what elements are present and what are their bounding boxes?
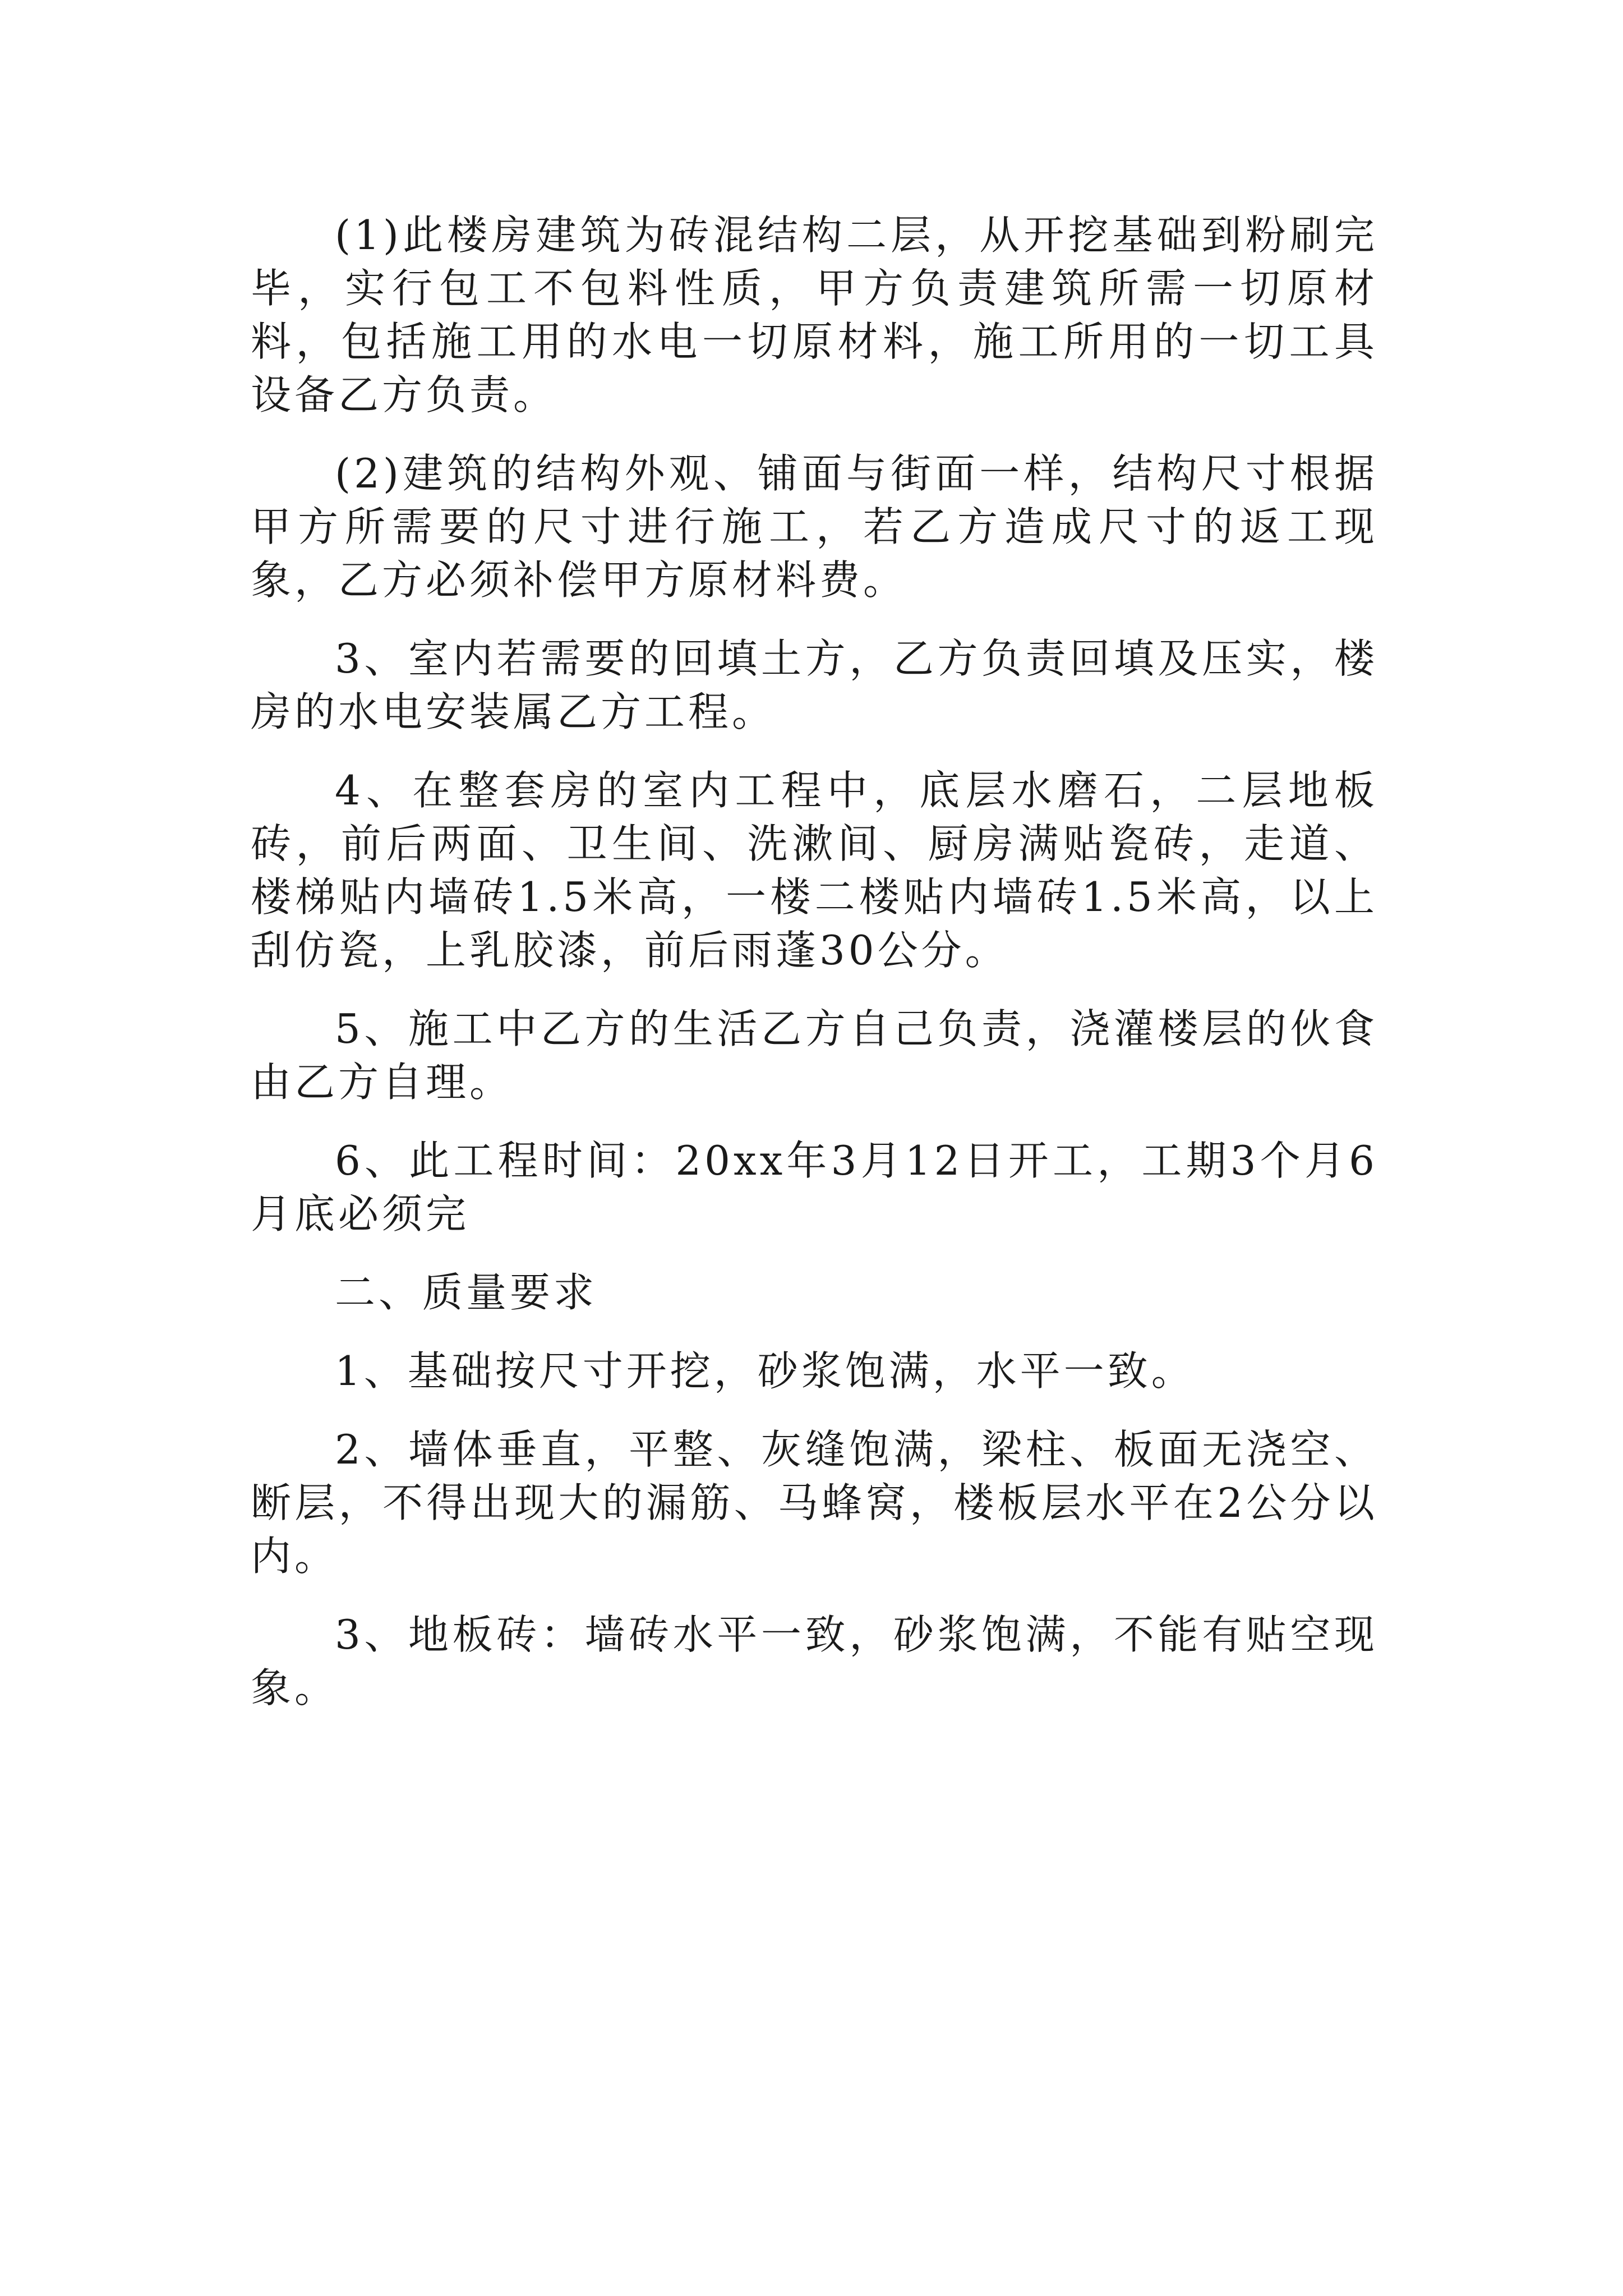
paragraph-5: 5、施工中乙方的生活乙方自己负责，浇灌楼层的伙食由乙方自理。	[251, 1005, 1378, 1106]
paragraph-6: 6、此工程时间：20xx年3月12日开工，工期3个月6月底必须完	[251, 1137, 1378, 1237]
paragraph-3: 3、室内若需要的回填土方，乙方负责回填及压实，楼房的水电安装属乙方工程。	[251, 635, 1378, 735]
paragraph-2: (2)建筑的结构外观、铺面与街面一样，结构尺寸根据甲方所需要的尺寸进行施工，若乙方造成尺寸的返工现象，乙方必须补偿甲方原材料费。	[251, 450, 1378, 604]
paragraph-8: 2、墙体垂直，平整、灰缝饱满，梁柱、板面无浇空、断层，不得出现大的漏筋、马蜂窝，楼板层水平在2公分以内。	[251, 1426, 1378, 1580]
paragraph-9: 3、地板砖：墙砖水平一致，砂浆饱满，不能有贴空现象。	[251, 1611, 1378, 1711]
paragraph-1: (1)此楼房建筑为砖混结构二层，从开挖基础到粉刷完毕，实行包工不包料性质，甲方负责建筑所需一切原材料，包括施工用的水电一切原材料，施工所用的一切工具设备乙方负责。	[251, 211, 1378, 418]
document-body	[251, 209, 1378, 1740]
paragraph-4: 4、在整套房的室内工程中，底层水磨石，二层地板砖，前后两面、卫生间、洗漱间、厨房满贴瓷砖，走道、楼梯贴内墙砖1.5米高，一楼二楼贴内墙砖1.5米高，以上刮仿瓷，上乳胶漆，前后雨蓬30公分。	[251, 767, 1378, 974]
paragraph-7: 1、基础按尺寸开挖，砂浆饱满，水平一致。	[335, 1347, 1195, 1395]
section-heading-quality: 二、质量要求	[335, 1269, 598, 1316]
